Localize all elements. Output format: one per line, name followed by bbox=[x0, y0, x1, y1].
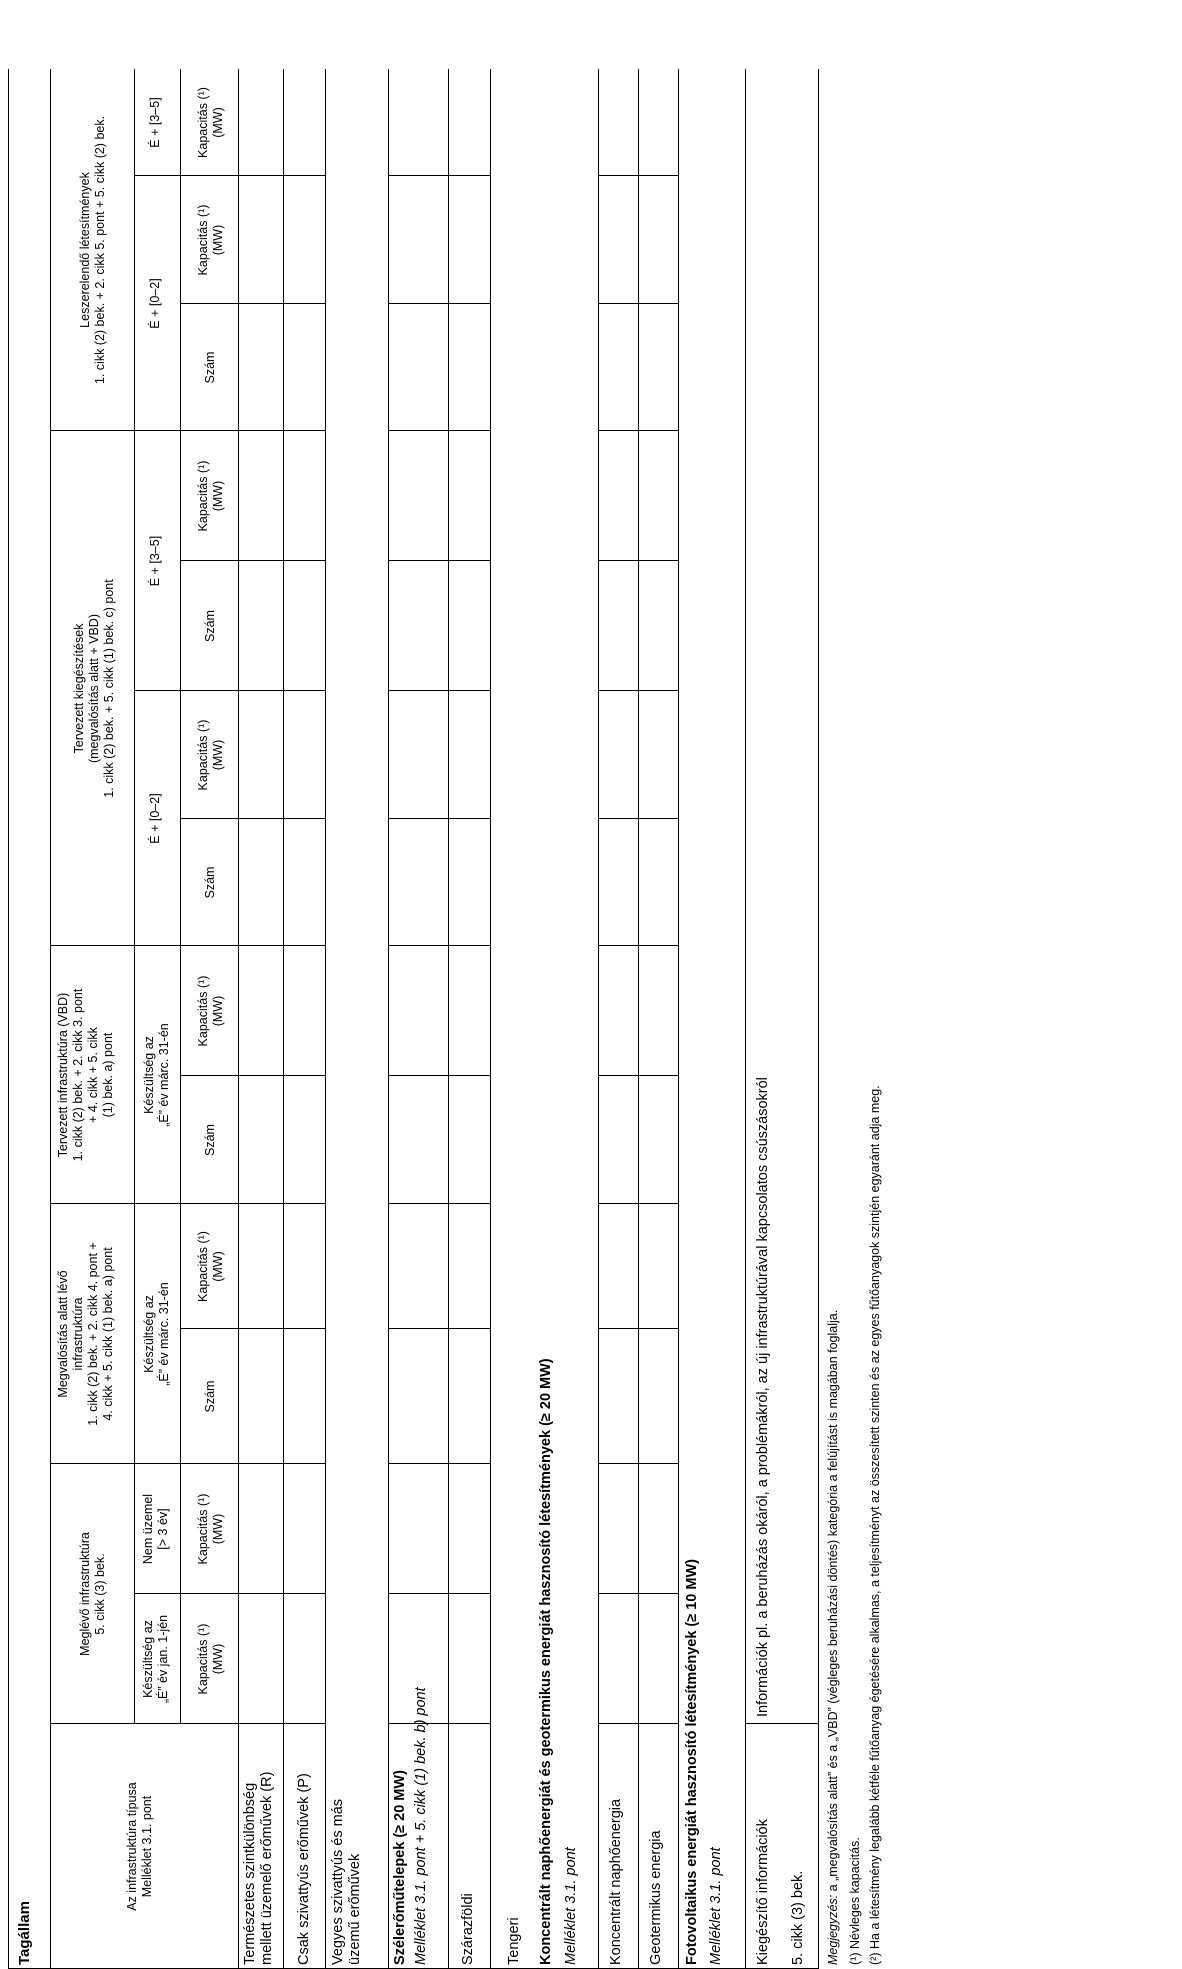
rule bbox=[598, 303, 678, 304]
rule bbox=[818, 69, 819, 1969]
section-title-wind: Szélerőműtelepek (≥ 20 MW) bbox=[392, 1770, 408, 1965]
footnote-2: (²) Ha a létesítmény legalább kétféle fűtőanyag égetésére alkalmas, a teljesítményt az összesített szinten és az egyes fűtőanyagok szintjén egyaránt adja meg. bbox=[868, 1085, 882, 1965]
rule bbox=[598, 430, 678, 431]
decommissioning-header: Leszerelendő létesítmények 1. cikk (2) bek. + 2. cikk 5. pont + 5. cikk (2) bek. bbox=[78, 115, 107, 385]
rule bbox=[388, 1593, 490, 1594]
note-text bbox=[826, 1310, 841, 1965]
rule bbox=[388, 303, 490, 304]
capacity-column-header: Kapacitás (¹) (MW) bbox=[196, 204, 225, 276]
rule bbox=[598, 1075, 678, 1076]
rule bbox=[388, 560, 490, 561]
existing-infrastructure-header: Meglévő infrastruktúra 5. cikk (3) bek. bbox=[78, 1532, 107, 1656]
row-label-geothermal: Geotermikus energia bbox=[648, 1830, 664, 1965]
rule bbox=[745, 1723, 818, 1724]
note-label: Megjegyzés: bbox=[826, 1894, 840, 1965]
rule bbox=[598, 69, 599, 1969]
rule bbox=[388, 175, 490, 176]
row-label-additional-info: Kiegészítő információk bbox=[755, 1819, 771, 1965]
capacity-column-header: Kapacitás (¹) (MW) bbox=[196, 975, 225, 1047]
footnote-1: (¹) Névleges kapacitás. bbox=[848, 1837, 862, 1965]
existing-readiness-header: Készültség az „É” év jan. 1-jén bbox=[141, 1614, 170, 1704]
rule bbox=[598, 690, 678, 691]
count-column-header: Szám bbox=[203, 1380, 217, 1413]
rule bbox=[283, 69, 284, 1969]
rule bbox=[388, 1463, 490, 1464]
rule bbox=[388, 1328, 490, 1329]
row-label-pumped-only: Csak szivattyús erőművek (P) bbox=[296, 1773, 312, 1965]
capacity-column-header: Kapacitás (¹) (MW) bbox=[196, 87, 225, 158]
rule bbox=[598, 945, 678, 946]
capacity-column-header: Kapacitás (¹) (MW) bbox=[196, 1231, 225, 1302]
rule bbox=[598, 1203, 678, 1204]
rule bbox=[598, 1328, 678, 1329]
rule bbox=[598, 1593, 678, 1594]
additional-info-text: Információk pl. a beruházás okáról, a problémákról, az új infrastruktúrával kapcsolatos csúszásokról bbox=[755, 1077, 771, 1717]
planned-additions-header: Tervezett kiegészítések (megvalósítás alatt + VBD) 1. cikk (2) bek. + 5. cikk (1) bek. c) pont bbox=[72, 579, 116, 798]
rule bbox=[180, 69, 181, 1724]
count-column-header: Szám bbox=[203, 866, 217, 899]
note-body: a „megvalósítás alatt” és a „VBD” (végleges beruházási döntés) kategória a felújítást is magában foglalja. bbox=[826, 1309, 840, 1895]
row-label-offshore: Tengeri bbox=[506, 1917, 522, 1965]
rule bbox=[598, 1723, 678, 1724]
rule bbox=[388, 818, 490, 819]
count-column-header: Szám bbox=[203, 610, 217, 642]
rule bbox=[388, 1203, 490, 1204]
under-construction-readiness-header: Készültség az „É” év márc. 31-én bbox=[142, 1282, 171, 1386]
planned-readiness-header: Készültség az „É” év márc. 31-én bbox=[142, 1023, 171, 1127]
row-label-run-of-river: Természetes szintkülönbség mellett üzemelő erőművek (R) bbox=[242, 1771, 275, 1965]
count-column-header: Szám bbox=[203, 351, 217, 384]
page-title: Tagállam bbox=[16, 1901, 33, 1965]
rule bbox=[388, 1075, 490, 1076]
rule bbox=[745, 69, 746, 1969]
rule bbox=[8, 69, 9, 1969]
section-reference-photovoltaic: Melléklet 3.1. pont bbox=[708, 1847, 724, 1965]
row-label-mixed-pumped: Vegyes szivattyús és más üzemű erőművek bbox=[330, 1798, 363, 1965]
planned-fid-header: Tervezett infrastruktúra (VBD) 1. cikk (2) bek. + 2. cikk 3. pont + 4. cikk + 5. cikk (1) bek. a) pont bbox=[56, 988, 115, 1162]
rule bbox=[388, 945, 490, 946]
rule bbox=[598, 818, 678, 819]
rule bbox=[598, 560, 678, 561]
section-reference-solar-geothermal: Melléklet 3.1. pont bbox=[563, 1847, 579, 1965]
capacity-column-header: Kapacitás (¹) (MW) bbox=[196, 460, 225, 532]
rule bbox=[388, 690, 490, 691]
decommissioning-period-2: É + [3–5] bbox=[148, 97, 162, 148]
rule bbox=[50, 69, 51, 1969]
capacity-column-header: Kapacitás (¹) (MW) bbox=[196, 1493, 225, 1565]
rule bbox=[638, 69, 639, 1969]
rule bbox=[388, 69, 389, 1969]
capacity-column-header: Kapacitás (¹) (MW) bbox=[196, 719, 225, 791]
existing-not-operating-header: Nem üzemel [> 3 év] bbox=[141, 1493, 170, 1565]
rule bbox=[598, 175, 678, 176]
row-label-concentrated-solar: Koncentrált naphőenergia bbox=[608, 1798, 624, 1965]
decommissioning-period-1: É + [0–2] bbox=[148, 278, 162, 329]
rule bbox=[325, 69, 326, 1969]
count-column-header: Szám bbox=[203, 1124, 217, 1156]
rule bbox=[490, 69, 491, 1969]
capacity-column-header: Kapacitás (¹) (MW) bbox=[196, 1623, 225, 1695]
planned-additions-period-1: É + [0–2] bbox=[148, 793, 162, 844]
rule bbox=[598, 1463, 678, 1464]
section-reference-wind: Melléklet 3.1. pont + 5. cikk (1) bek. b) pont bbox=[413, 1687, 429, 1965]
planned-additions-period-2: É + [3–5] bbox=[148, 535, 162, 587]
rule bbox=[134, 69, 135, 1724]
row-label-article-reference: 5. cikk (3) bek. bbox=[790, 1870, 806, 1965]
section-title-solar-geothermal: Koncentrált naphőenergiát és geotermikus energiát hasznosító létesítmények (≥ 20 MW) bbox=[538, 1358, 554, 1965]
section-title-photovoltaic: Fotovoltaikus energiát hasznosító létesítmények (≥ 10 MW) bbox=[684, 1559, 700, 1965]
rule bbox=[678, 69, 679, 1969]
infrastructure-type-header: Az infrastruktúra típusa Melléklet 3.1. pont bbox=[125, 1782, 154, 1911]
rule bbox=[388, 430, 490, 431]
under-construction-header: Megvalósítás alatt lévő infrastruktúra 1. cikk (2) bek. + 2. cikk 4. pont + 4. cikk + 5. cikk (1) bek. a) pont bbox=[56, 1242, 115, 1426]
rule bbox=[238, 69, 239, 1969]
rule bbox=[388, 1723, 490, 1724]
rule bbox=[448, 69, 449, 1969]
row-label-onshore: Szárazföldi bbox=[460, 1893, 476, 1965]
